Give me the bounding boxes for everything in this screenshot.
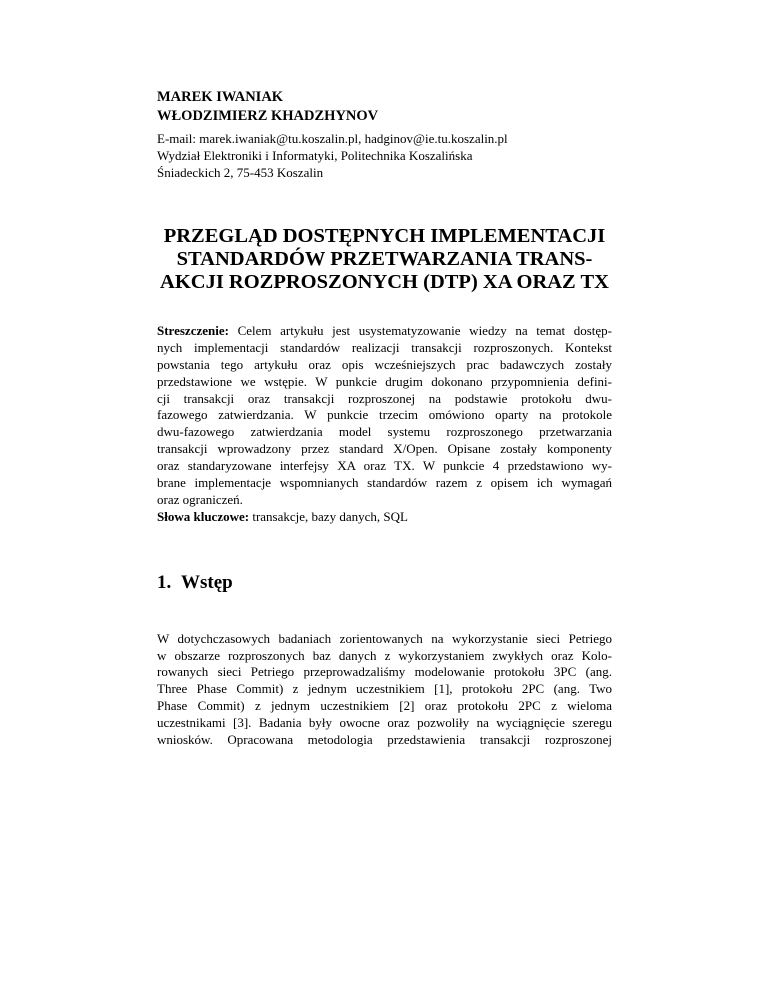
body-line: Three Phase Commit) z jednym uczestnikiem [1], protokołu 2PC (ang. Two	[157, 681, 612, 697]
abstract	[157, 323, 612, 526]
body-line: rowanych sieci Petriego przeprowadzaliśmy modelowanie protokołu 3PC (ang.	[157, 664, 612, 680]
email-line: E-mail: marek.iwaniak@tu.koszalin.pl, hadginov@ie.tu.koszalin.pl	[157, 131, 508, 146]
title-line: STANDARDÓW PRZETWARZANIA TRANS-	[176, 248, 593, 270]
abstract-line: oraz standaryzowane interfejsy XA oraz TX. W punkcie 4 przedstawiono wy-	[157, 458, 612, 474]
section-title: Wstęp	[181, 571, 233, 593]
paper-title	[157, 225, 612, 294]
body-line: wniosków. Opracowana metodologia przedstawienia transakcji rozproszonej	[157, 732, 612, 748]
keywords-text: transakcje, bazy danych, SQL	[252, 508, 408, 524]
abstract-line: przedstawione we wstępie. W punkcie drugim dokonano przypomnienia defini-	[157, 373, 612, 389]
address-line: Śniadeckich 2, 75-453 Koszalin	[157, 165, 324, 180]
body-line: Phase Commit) z jednym uczestnikiem [2] oraz protokołu 2PC z wieloma	[157, 698, 612, 714]
author-name: MAREK IWANIAK	[157, 89, 284, 105]
abstract-line: oraz ograniczeń.	[157, 491, 243, 507]
abstract-text: Celem artykułu jest usystematyzowanie wiedzy na temat dostęp-	[237, 323, 612, 338]
abstract-line: dwu-fazowego zatwierdzania model systemu rozproszonego przetwarzania	[157, 424, 612, 440]
affiliation	[157, 130, 612, 181]
institution-line: Wydział Elektroniki i Informatyki, Politechnika Koszalińska	[157, 148, 473, 163]
abstract-label: Streszczenie:	[157, 323, 229, 338]
section-number: 1.	[157, 571, 172, 593]
keywords-label: Słowa kluczowe:	[157, 508, 250, 524]
title-line: PRZEGLĄD DOSTĘPNYCH IMPLEMENTACJI	[163, 225, 606, 247]
body-line: W dotychczasowych badaniach zorientowanych na wykorzystanie sieci Petriego	[157, 630, 612, 646]
section-heading	[157, 572, 612, 594]
keywords-line	[157, 509, 612, 526]
author-list	[157, 88, 612, 126]
abstract-line: nych implementacji standardów realizacji transakcji rozproszonych. Kontekst	[157, 339, 612, 355]
body-line: uczestnikami [3]. Badania były owocne oraz pozwoliły na wyciągnięcie szeregu	[157, 715, 612, 731]
author-name: WŁODZIMIERZ KHADZHYNOV	[157, 108, 379, 124]
abstract-line: brane implementacje wspomnianych standardów razem z opisem ich wymagań	[157, 475, 612, 491]
abstract-line: cji transakcji oraz transakcji rozproszonej na podstawie protokołu dwu-	[157, 390, 612, 406]
abstract-line: powstania tego artykułu oraz opis wcześniejszych prac badawczych zostały	[157, 356, 612, 372]
paper-page	[157, 88, 612, 749]
abstract-line: fazowego zatwierdzania. W punkcie trzecim omówiono oparty na protokole	[157, 407, 612, 423]
body-line: w obszarze rozproszonych baz danych z wykorzystaniem zwykłych oraz Kolo-	[157, 647, 612, 663]
section-body	[157, 631, 612, 749]
title-line: AKCJI ROZPROSZONYCH (DTP) XA ORAZ TX	[160, 271, 609, 293]
abstract-line	[157, 323, 612, 340]
abstract-line: transakcji wprowadzony przez standard X/Open. Opisane zostały komponenty	[157, 441, 612, 457]
